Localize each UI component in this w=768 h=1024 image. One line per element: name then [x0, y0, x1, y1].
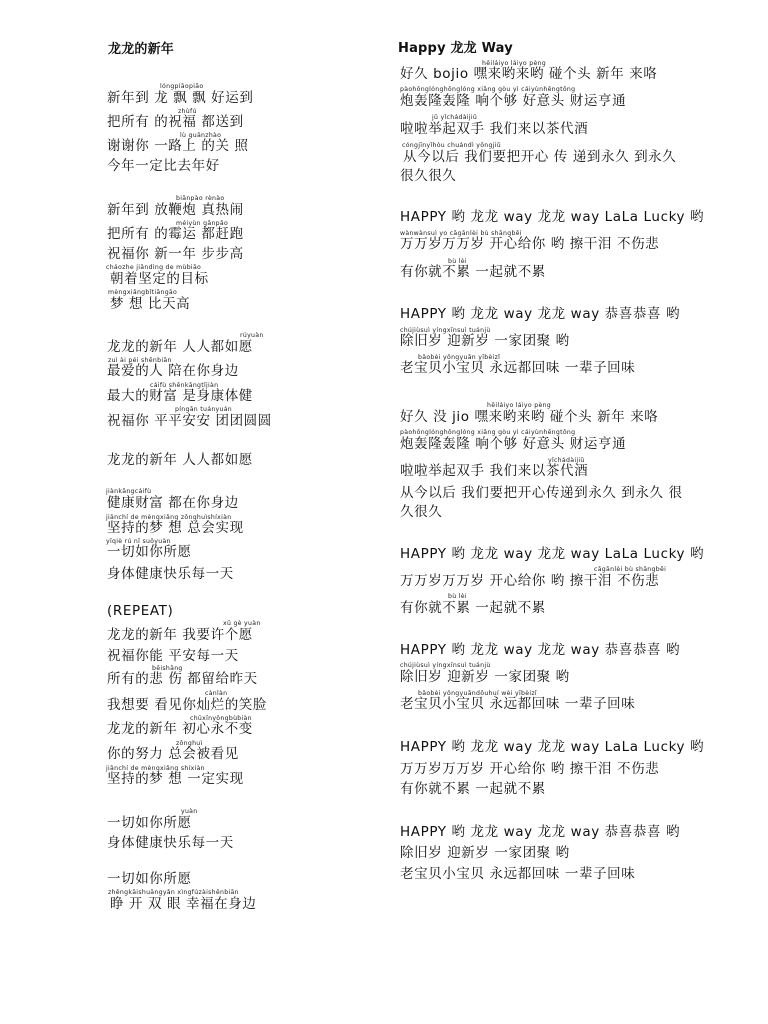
pinyin-annotation: zhùfú [178, 108, 197, 115]
pinyin-annotation: mèngxiǎngbǐtiāngāo [108, 289, 178, 296]
pinyin-annotation: zhēngkāishuāngyǎn xìngfúzàishēnbiān [108, 889, 239, 896]
lyric-line: 我想要 看见你灿烂的笑脸 [107, 697, 267, 713]
lyric-line: HAPPY 哟 龙龙 way 龙龙 way 恭喜恭喜 哟 [400, 642, 681, 658]
lyric-line: 把所有 的祝福 都送到 [107, 114, 244, 130]
pinyin-annotation: bǎobèi yǒngyuǎn yībèizǐ [418, 354, 501, 361]
lyric-line: 最爱的人 陪在你身边 [107, 363, 239, 379]
pinyin-annotation: yuàn [181, 808, 198, 815]
pinyin-annotation: cóngjīnyǐhòu chuándì yǒngjiǔ [402, 142, 502, 149]
lyric-line: 从今以后 我们要把开心 传 递到永久 到永久 [403, 149, 677, 165]
lyric-line: 所有的悲 伤 都留给昨天 [107, 671, 258, 687]
lyric-line: 梦 想 比天高 [110, 296, 191, 312]
pinyin-annotation: biānpào rènào [176, 195, 225, 202]
pinyin-annotation: rúyuàn [240, 332, 264, 339]
lyric-line: 好久 bojio 嘿来哟来哟 碰个头 新年 来咯 [400, 66, 658, 82]
lyric-line: 龙龙的新年 人人都如愿 [107, 452, 253, 468]
lyric-line: 万万岁万万岁 开心给你 哟 擦干泪 不伤悲 [400, 761, 660, 777]
lyric-line: 老宝贝小宝贝 永远都回味 一辈子回味 [400, 866, 636, 882]
lyric-line: 祝福你 平平安安 团团圆圆 [107, 413, 272, 429]
lyric-line: 新年到 放鞭炮 真热闹 [107, 202, 244, 218]
pinyin-annotation: jiànkāngcáifù [106, 488, 152, 495]
pinyin-annotation: bēishāng [152, 665, 183, 672]
pinyin-annotation: méiyùn gǎnpǎo [176, 220, 229, 227]
pinyin-annotation: bǎobèi yǒngyuǎndōuhuí wèi yībèizǐ [418, 690, 537, 697]
pinyin-annotation: zuì ài péi shēnbiān [108, 357, 172, 364]
pinyin-annotation: jiānchí de mèngxiǎng zǒnghuìshíxiàn [106, 514, 232, 521]
lyric-line: 一切如你所愿 [107, 871, 192, 887]
pinyin-annotation: pàohōnglónghōnglóng xiǎng gòu yì cáiyùnhēngtōng [400, 86, 576, 93]
pinyin-annotation: píngān tuányuán [175, 406, 233, 413]
lyric-line: 除旧岁 迎新岁 一家团聚 哟 [400, 669, 570, 685]
lyric-line: HAPPY 哟 龙龙 way 龙龙 way LaLa Lucky 哟 [400, 739, 705, 755]
lyric-line: 坚持的梦 想 一定实现 [107, 771, 244, 787]
lyric-line: 把所有 的霉运 都赶跑 [107, 226, 244, 242]
lyric-line: 龙龙的新年 初心永不变 [107, 721, 253, 737]
lyric-line: 久很久 [400, 504, 443, 520]
lyric-line: 坚持的梦 想 总会实现 [107, 520, 244, 536]
lyric-line: 啦啦举起双手 我们来以茶代酒 [400, 121, 589, 137]
lyric-line: HAPPY 哟 龙龙 way 龙龙 way 恭喜恭喜 哟 [400, 306, 681, 322]
lyric-line: 老宝贝小宝贝 永远都回味 一辈子回味 [400, 360, 636, 376]
pinyin-annotation: bù lèi [448, 593, 467, 600]
pinyin-annotation: jǔ yǐchádàijiǔ [432, 114, 478, 121]
lyric-line: 很久很久 [400, 168, 457, 184]
pinyin-annotation: zǒnghuì [176, 740, 203, 747]
pinyin-annotation: lóngpiāopiāo [160, 83, 204, 90]
lyric-line: 有你就不累 一起就不累 [400, 264, 546, 280]
lyric-line: 一切如你所愿 [107, 815, 192, 831]
pinyin-annotation: jiānchí de mèngxiǎng shíxiàn [106, 765, 205, 772]
pinyin-annotation: lù guānzhào [180, 132, 222, 139]
lyric-line: 龙龙的新年 人人都如愿 [107, 339, 253, 355]
lyric-line: 龙龙的新年 我要许个愿 [107, 627, 253, 643]
lyric-line: 祝福你能 平安每一天 [107, 648, 239, 664]
lyric-line: 睁 开 双 眼 幸福在身边 [110, 896, 257, 912]
lyric-line: 除旧岁 迎新岁 一家团聚 哟 [400, 845, 570, 861]
lyric-line: 今年一定比去年好 [107, 158, 220, 174]
lyric-line: 从今以后 我们要把开心传递到永久 到永久 很 [400, 485, 683, 501]
pinyin-annotation: pàohōnglónghōnglóng xiǎng gòu yì cáiyùnhēngtōng [400, 429, 576, 436]
pinyin-annotation: hēiláiyo láiyo pèng [487, 402, 552, 409]
lyric-line: 万万岁万万岁 开心给你 哟 擦干泪 不伤悲 [400, 236, 660, 252]
pinyin-annotation: yǐchádàijiǔ [548, 457, 585, 464]
pinyin-annotation: hēiláiyo láiyo pèng [482, 60, 547, 67]
lyric-line: 新年到 龙 飘 飘 好运到 [107, 90, 254, 106]
lyric-line: 你的努力 总会被看见 [107, 746, 239, 762]
lyric-line: 身体健康快乐每一天 [107, 835, 234, 851]
lyric-line: 万万岁万万岁 开心给你 哟 擦干泪 不伤悲 [400, 573, 660, 589]
lyric-line: 谢谢你 一路上 的关 照 [107, 138, 249, 154]
pinyin-annotation: wànwànsuì yo cāgānlèi bù shāngbēi [400, 230, 522, 237]
lyric-line: HAPPY 哟 龙龙 way 龙龙 way LaLa Lucky 哟 [400, 209, 705, 225]
pinyin-annotation: cànlàn [205, 690, 228, 697]
pinyin-annotation: yīqiè rú nǐ suǒyuàn [106, 538, 171, 545]
lyric-line: 朝着坚定的目标 [110, 271, 209, 287]
lyric-line: 炮轰隆轰隆 响个够 好意头 财运亨通 [400, 436, 627, 452]
lyric-line: 好久 没 jio 嘿来哟来哟 碰个头 新年 来咯 [400, 409, 659, 425]
lyric-line: 有你就不累 一起就不累 [400, 600, 546, 616]
pinyin-annotation: chújiùsuì yíngxīnsuì tuánjù [400, 662, 491, 669]
lyric-line: 啦啦举起双手 我们来以茶代酒 [400, 463, 589, 479]
lyric-line: 老宝贝小宝贝 永远都回味 一辈子回味 [400, 696, 636, 712]
lyric-line: 健康财富 都在你身边 [107, 495, 239, 511]
right-song-title: Happy 龙龙 Way [398, 41, 513, 56]
repeat-marker: (REPEAT) [107, 603, 174, 619]
lyric-line: 身体健康快乐每一天 [107, 566, 234, 582]
lyric-line: 最大的财富 是身康体健 [107, 388, 253, 404]
pinyin-annotation: cāgānlèi bù shāngbēi [594, 566, 667, 573]
left-song-title: 龙龙的新年 [108, 42, 175, 57]
lyric-line: 炮轰隆轰隆 响个够 好意头 财运亨通 [400, 93, 627, 109]
pinyin-annotation: bù lèi [448, 258, 467, 265]
pinyin-annotation: xǔ gè yuàn [223, 620, 261, 627]
pinyin-annotation: chújiùsuì yíngxīnsuì tuánjù [400, 327, 491, 334]
pinyin-annotation: cháozhe jiāndìng de mùbiāo [106, 264, 202, 271]
lyric-line: HAPPY 哟 龙龙 way 龙龙 way LaLa Lucky 哟 [400, 546, 705, 562]
lyric-line: 祝福你 新一年 步步高 [107, 246, 244, 262]
lyric-line: 一切如你所愿 [107, 544, 192, 560]
lyric-line: 除旧岁 迎新岁 一家团聚 哟 [400, 333, 570, 349]
pinyin-annotation: chūxīnyǒngbùbiàn [190, 715, 252, 722]
lyric-line: 有你就不累 一起就不累 [400, 781, 546, 797]
pinyin-annotation: cáifù shēnkāngtǐjiàn [150, 382, 219, 389]
lyric-line: HAPPY 哟 龙龙 way 龙龙 way 恭喜恭喜 哟 [400, 824, 681, 840]
